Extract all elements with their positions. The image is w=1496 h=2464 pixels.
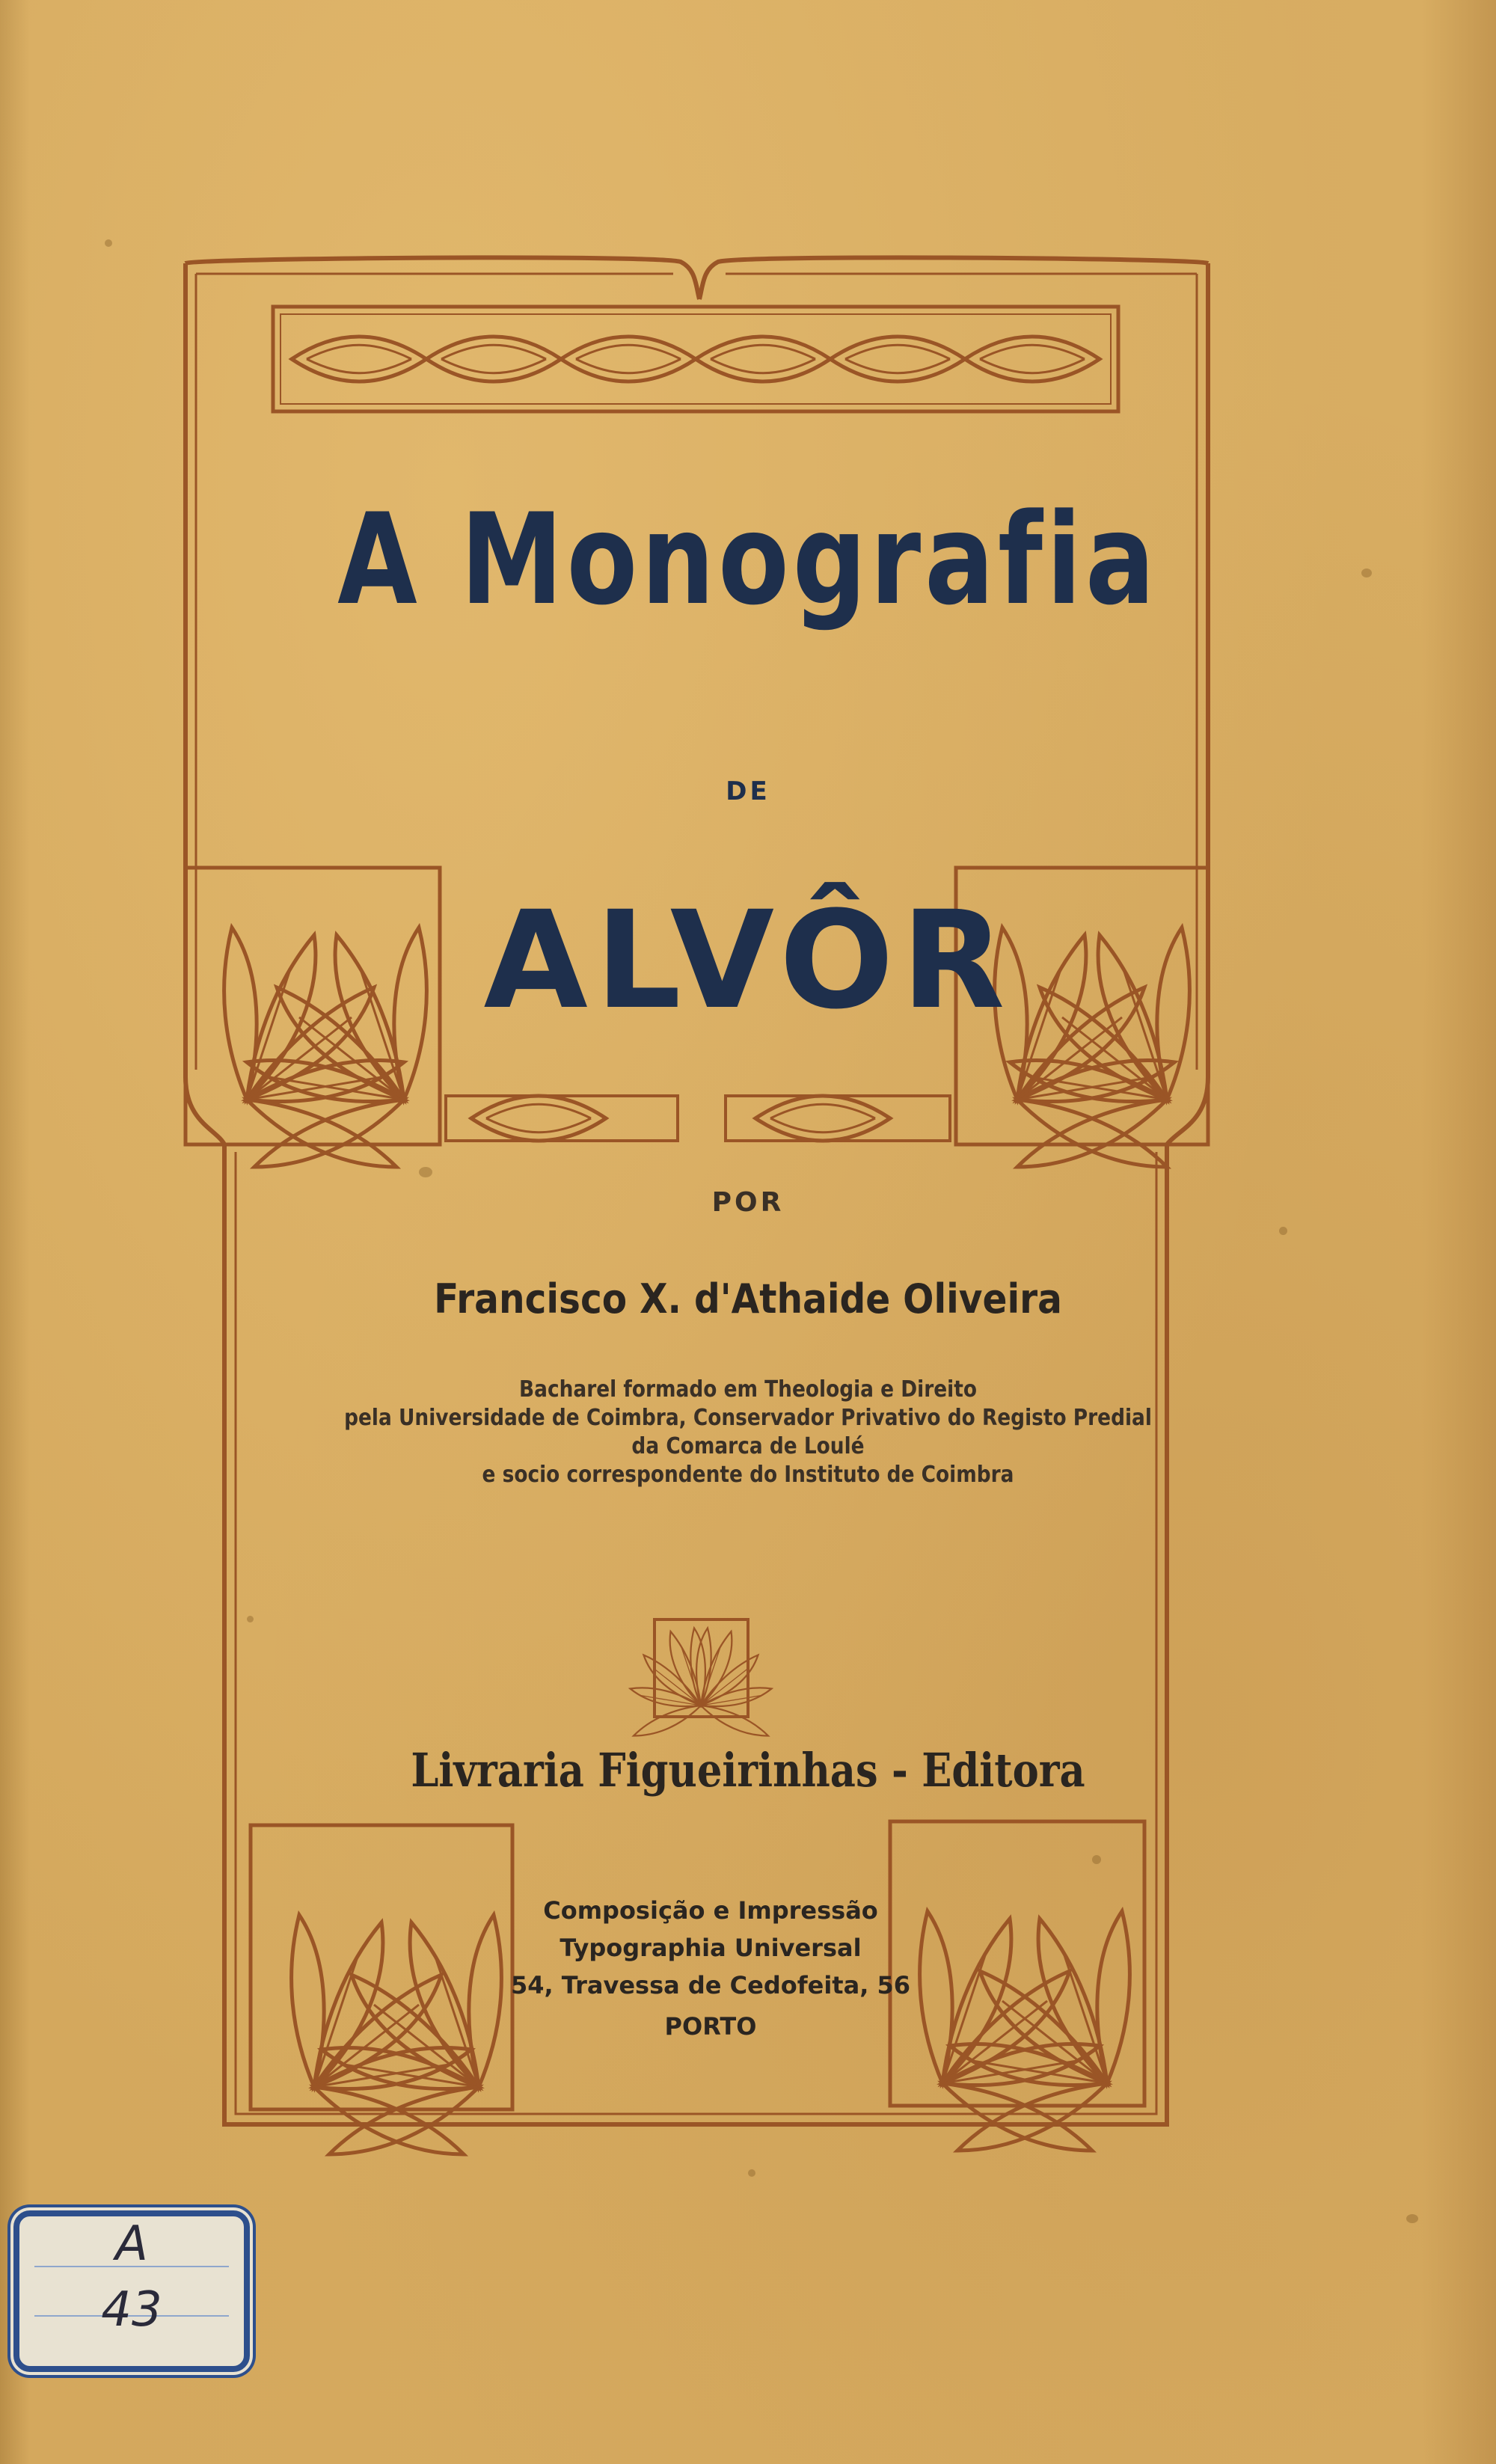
imprint-line: 54, Travessa de Cedofeita, 56 <box>510 1971 911 1999</box>
author-name: Francisco X. d'Athaide Oliveira <box>434 1275 1062 1323</box>
imprint-line: Composição e Impressão <box>543 1896 878 1925</box>
author-credential-line: da Comarca de Loulé <box>631 1433 865 1459</box>
author-credential-line: pela Universidade de Coimbra, Conservador Privativo do Registo Predial <box>344 1405 1152 1431</box>
author-credential-line: Bacharel formado em Theologia e Direito <box>519 1376 977 1403</box>
book-title: A Monografia <box>337 486 1159 633</box>
publisher-name: Livraria Figueirinhas - Editora <box>411 1743 1085 1798</box>
shelf-number: 43 <box>101 2282 162 2338</box>
author-credential-line: e socio correspondente do Instituto de Coimbra <box>482 1462 1014 1488</box>
imprint-line: Typographia Universal <box>560 1934 862 1962</box>
by-line: POR <box>711 1187 785 1218</box>
shelf-letter: A <box>115 2216 148 2272</box>
title-connector: DE <box>726 776 770 806</box>
imprint-line: PORTO <box>664 2012 757 2041</box>
library-shelf-label <box>13 2210 250 2372</box>
place-name: ALVÔR <box>483 883 1013 1039</box>
